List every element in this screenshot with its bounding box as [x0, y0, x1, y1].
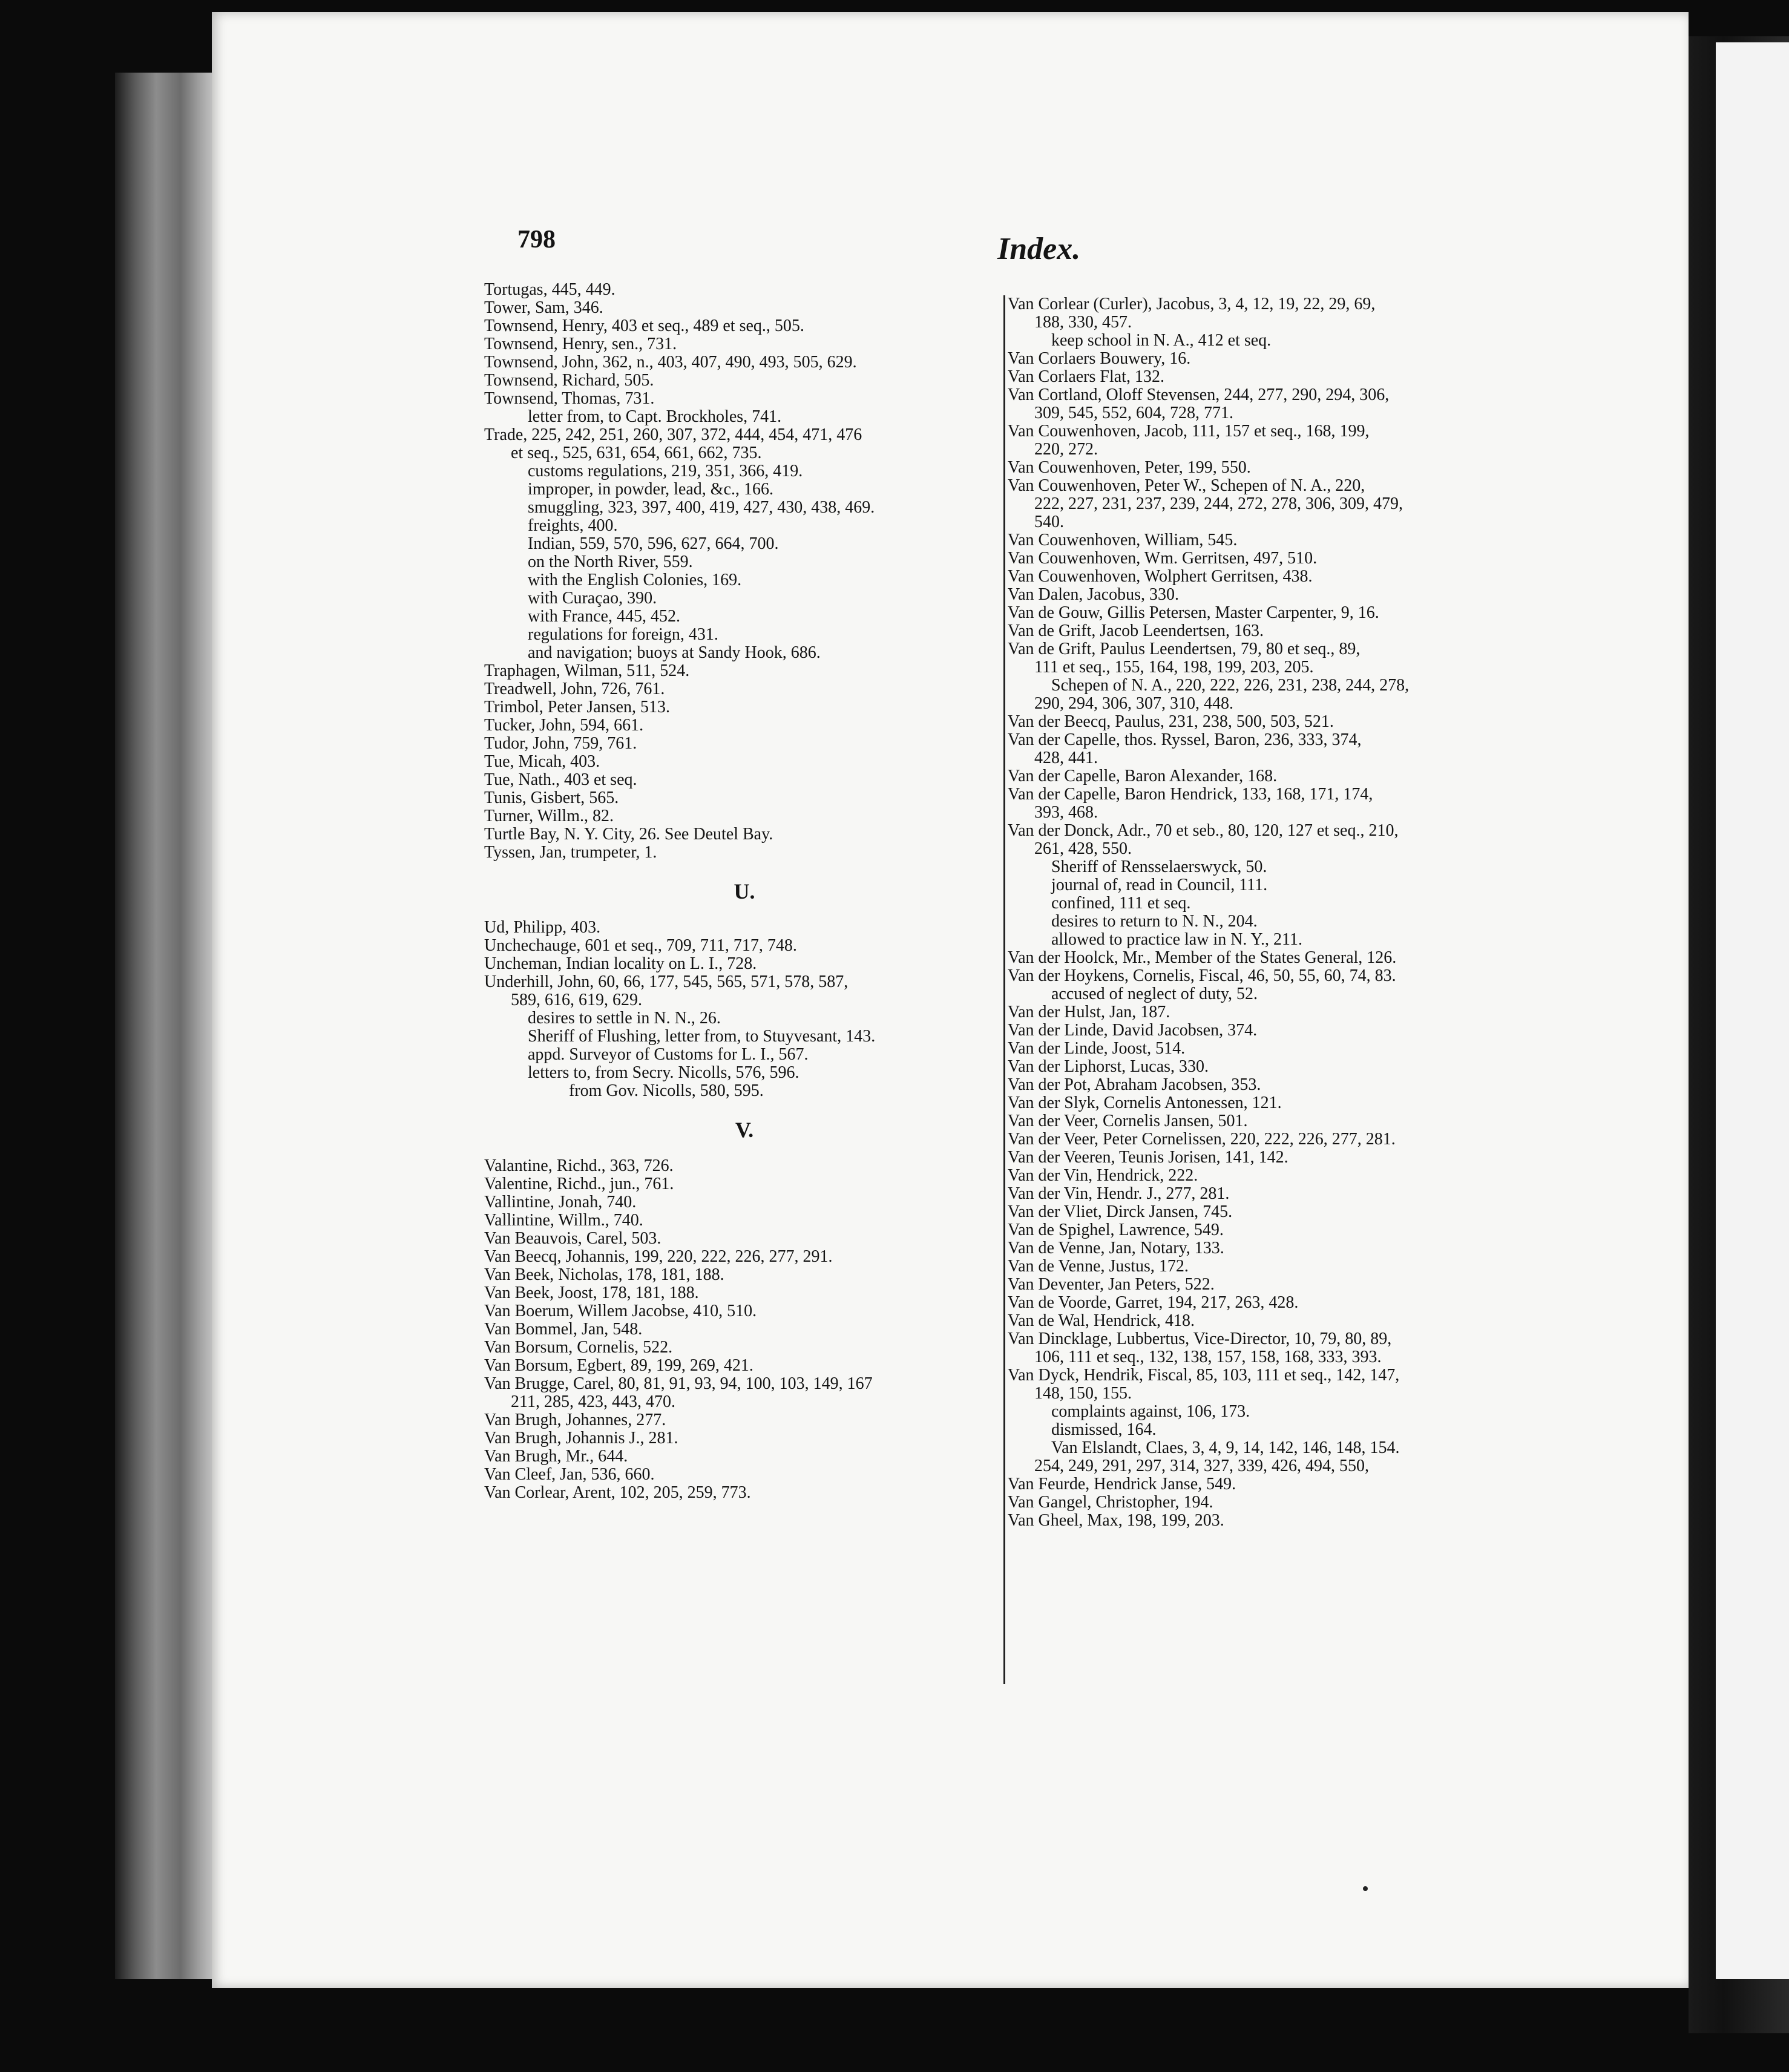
- index-subentry: letter from, to Capt. Brockholes, 741.: [528, 407, 782, 426]
- section-letter-heading: V.: [735, 1118, 754, 1142]
- index-subentry: 148, 150, 155.: [1034, 1384, 1132, 1403]
- index-subentry: appd. Surveyor of Customs for L. I., 567.: [528, 1045, 809, 1064]
- index-subentry: Indian, 559, 570, 596, 627, 664, 700.: [528, 534, 779, 553]
- index-entry: Trade, 225, 242, 251, 260, 307, 372, 444, 454, 471, 476: [484, 425, 862, 444]
- index-entry: Van der Slyk, Cornelis Antonessen, 121.: [1008, 1093, 1282, 1112]
- index-subentry: 222, 227, 231, 237, 239, 244, 272, 278, 306, 309, 479,: [1034, 494, 1403, 513]
- index-entry: Van Bommel, Jan, 548.: [484, 1320, 643, 1339]
- index-entry: Van Beek, Joost, 178, 181, 188.: [484, 1284, 699, 1302]
- index-entry: Van Brugh, Johannis J., 281.: [484, 1429, 678, 1447]
- book-binding-left: [115, 73, 224, 1979]
- index-entry: Van Cleef, Jan, 536, 660.: [484, 1465, 655, 1484]
- index-subentry: improper, in powder, lead, &c., 166.: [528, 480, 773, 499]
- index-entry: Turtle Bay, N. Y. City, 26. See Deutel Bay.: [484, 825, 773, 844]
- index-entry: Van Gangel, Christopher, 194.: [1008, 1493, 1213, 1512]
- index-subentry: 106, 111 et seq., 132, 138, 157, 158, 168, 333, 393.: [1034, 1348, 1382, 1366]
- index-entry: Van de Grift, Jacob Leendertsen, 163.: [1008, 621, 1264, 640]
- index-subentry: 589, 616, 619, 629.: [511, 991, 642, 1009]
- index-entry: Van de Voorde, Garret, 194, 217, 263, 428.: [1008, 1293, 1299, 1312]
- index-subentry: and navigation; buoys at Sandy Hook, 686.: [528, 643, 821, 662]
- index-entry: Van der Beecq, Paulus, 231, 238, 500, 503, 521.: [1008, 712, 1334, 731]
- index-entry: Townsend, Thomas, 731.: [484, 389, 655, 408]
- index-subentry: 211, 285, 423, 443, 470.: [511, 1392, 675, 1411]
- section-letter-heading: U.: [734, 879, 755, 903]
- index-entry: Van der Vliet, Dirck Jansen, 745.: [1008, 1202, 1233, 1221]
- index-subentry: Sheriff of Rensselaerswyck, 50.: [1051, 857, 1267, 876]
- index-entry: Valentine, Richd., jun., 761.: [484, 1175, 674, 1193]
- index-entry: Van Brugh, Johannes, 277.: [484, 1411, 666, 1429]
- index-entry: Van der Hoykens, Cornelis, Fiscal, 46, 50, 55, 60, 74, 83.: [1008, 966, 1396, 985]
- index-subentry: et seq., 525, 631, 654, 661, 662, 735.: [511, 444, 762, 462]
- index-entry: Van de Wal, Hendrick, 418.: [1008, 1311, 1195, 1330]
- index-entry: Van Deventer, Jan Peters, 522.: [1008, 1275, 1215, 1294]
- index-subentry: allowed to practice law in N. Y., 211.: [1051, 930, 1302, 949]
- index-entry: Ud, Philipp, 403.: [484, 918, 601, 937]
- index-entry: Townsend, Henry, sen., 731.: [484, 335, 677, 353]
- index-subentry: 428, 441.: [1034, 749, 1098, 767]
- index-subentry: keep school in N. A., 412 et seq.: [1051, 331, 1272, 350]
- index-entry: Tucker, John, 594, 661.: [484, 716, 644, 735]
- index-entry: Van Cortland, Oloff Stevensen, 244, 277, 290, 294, 306,: [1008, 385, 1390, 404]
- index-entry: Van Corlaers Flat, 132.: [1008, 367, 1164, 386]
- index-entry: Van Dalen, Jacobus, 330.: [1008, 585, 1180, 604]
- index-subentry: Sheriff of Flushing, letter from, to Stuyvesant, 143.: [528, 1027, 876, 1046]
- index-subentry: regulations for foreign, 431.: [528, 625, 718, 644]
- index-entry: Vallintine, Jonah, 740.: [484, 1193, 637, 1211]
- index-subentry: confined, 111 et seq.: [1051, 894, 1191, 913]
- index-subentry: smuggling, 323, 397, 400, 419, 427, 430, 438, 469.: [528, 498, 875, 517]
- index-subentry: from Gov. Nicolls, 580, 595.: [569, 1081, 764, 1100]
- index-entry: Van Couwenhoven, Peter W., Schepen of N. A., 220,: [1008, 476, 1365, 495]
- index-entry: Van der Hulst, Jan, 187.: [1008, 1003, 1170, 1021]
- ink-speck: [1363, 1886, 1368, 1891]
- index-entry: Van Borsum, Cornelis, 522.: [484, 1338, 673, 1357]
- index-entry: Van der Capelle, Baron Alexander, 168.: [1008, 767, 1278, 785]
- index-entry: Underhill, John, 60, 66, 177, 545, 565, 571, 578, 587,: [484, 972, 849, 991]
- page-number: 798: [517, 226, 556, 254]
- index-subentry: 111 et seq., 155, 164, 198, 199, 203, 205.: [1034, 658, 1314, 677]
- index-subentry: 393, 468.: [1034, 803, 1098, 822]
- index-entry: Van Couwenhoven, Peter, 199, 550.: [1008, 458, 1251, 477]
- index-entry: Tyssen, Jan, trumpeter, 1.: [484, 843, 657, 862]
- index-subentry: accused of neglect of duty, 52.: [1051, 985, 1258, 1003]
- index-entry: Van Beek, Nicholas, 178, 181, 188.: [484, 1265, 724, 1284]
- running-head: Index.: [997, 232, 1081, 266]
- adjacent-page-edge: [1716, 42, 1789, 1979]
- index-entry: Tue, Nath., 403 et seq.: [484, 770, 637, 789]
- index-entry: Traphagen, Wilman, 511, 524.: [484, 661, 690, 680]
- index-entry: Van Feurde, Hendrick Janse, 549.: [1008, 1475, 1236, 1493]
- index-entry: Townsend, John, 362, n., 403, 407, 490, 493, 505, 629.: [484, 353, 857, 372]
- index-entry: Van Couwenhoven, William, 545.: [1008, 531, 1238, 549]
- index-entry: Van der Liphorst, Lucas, 330.: [1008, 1057, 1209, 1076]
- index-entry: Van Couwenhoven, Wolphert Gerritsen, 438.: [1008, 567, 1313, 586]
- index-entry: Van der Veeren, Teunis Jorisen, 141, 142.: [1008, 1148, 1288, 1167]
- index-entry: Van der Pot, Abraham Jacobsen, 353.: [1008, 1075, 1261, 1094]
- index-subentry: journal of, read in Council, 111.: [1051, 876, 1268, 894]
- index-subentry: 261, 428, 550.: [1034, 839, 1132, 858]
- index-entry: Van der Vin, Hendrick, 222.: [1008, 1166, 1198, 1185]
- index-subentry: desires to settle in N. N., 26.: [528, 1009, 721, 1028]
- index-entry: Van der Capelle, Baron Hendrick, 133, 168, 171, 174,: [1008, 785, 1373, 804]
- index-entry: Vallintine, Willm., 740.: [484, 1211, 643, 1230]
- index-entry: Van Corlear, Arent, 102, 205, 259, 773.: [484, 1483, 751, 1502]
- index-entry: Tue, Micah, 403.: [484, 752, 600, 771]
- index-entry: Valantine, Richd., 363, 726.: [484, 1156, 674, 1175]
- index-subentry: 290, 294, 306, 307, 310, 448.: [1034, 694, 1233, 713]
- index-entry: Van de Gouw, Gillis Petersen, Master Carpenter, 9, 16.: [1008, 603, 1379, 622]
- index-entry: Trimbol, Peter Jansen, 513.: [484, 698, 670, 716]
- index-entry: Van Borsum, Egbert, 89, 199, 269, 421.: [484, 1356, 753, 1375]
- index-subentry: letters to, from Secry. Nicolls, 576, 596.: [528, 1063, 799, 1082]
- index-entry: Van Dyck, Hendrik, Fiscal, 85, 103, 111 et seq., 142, 147,: [1008, 1366, 1400, 1385]
- index-entry: Van der Linde, Joost, 514.: [1008, 1039, 1186, 1058]
- index-entry: Van de Spighel, Lawrence, 549.: [1008, 1221, 1224, 1239]
- index-subentry: with France, 445, 452.: [528, 607, 680, 626]
- index-column-right: [1008, 295, 1552, 1530]
- index-subentry: customs regulations, 219, 351, 366, 419.: [528, 462, 803, 480]
- index-entry: Van der Capelle, thos. Ryssel, Baron, 236, 333, 374,: [1008, 730, 1362, 749]
- index-entry: Van Brugh, Mr., 644.: [484, 1447, 628, 1466]
- index-entry: Tortugas, 445, 449.: [484, 280, 615, 299]
- index-entry: Van de Grift, Paulus Leendertsen, 79, 80 et seq., 89,: [1008, 640, 1361, 658]
- index-subentry: with the English Colonies, 169.: [528, 571, 742, 589]
- index-entry: Van Beecq, Johannis, 199, 220, 222, 226, 277, 291.: [484, 1247, 833, 1266]
- index-entry: Van Couwenhoven, Wm. Gerritsen, 497, 510.: [1008, 549, 1318, 568]
- index-entry: Treadwell, John, 726, 761.: [484, 680, 665, 698]
- index-entry: Van Beauvois, Carel, 503.: [484, 1229, 661, 1248]
- index-entry: Van Corlear (Curler), Jacobus, 3, 4, 12, 19, 22, 29, 69,: [1008, 295, 1376, 313]
- index-entry: Van der Veer, Peter Cornelissen, 220, 222, 226, 277, 281.: [1008, 1130, 1396, 1149]
- index-entry: Van der Hoolck, Mr., Member of the States General, 126.: [1008, 948, 1397, 967]
- index-subentry: 254, 249, 291, 297, 314, 327, 339, 426, 494, 550,: [1034, 1457, 1369, 1475]
- index-subentry: 188, 330, 457.: [1034, 313, 1132, 332]
- index-entry: Tower, Sam, 346.: [484, 298, 603, 317]
- index-entry: Unchechauge, 601 et seq., 709, 711, 717, 748.: [484, 936, 797, 955]
- index-subentry: Schepen of N. A., 220, 222, 226, 231, 238, 244, 278,: [1051, 676, 1410, 695]
- index-entry: Van der Donck, Adr., 70 et seb., 80, 120, 127 et seq., 210,: [1008, 821, 1399, 840]
- index-entry: Van Boerum, Willem Jacobse, 410, 510.: [484, 1302, 757, 1320]
- index-entry: Van der Vin, Hendr. J., 277, 281.: [1008, 1184, 1230, 1203]
- index-subentry: 540.: [1034, 513, 1064, 531]
- index-subentry: Van Elslandt, Claes, 3, 4, 9, 14, 142, 146, 148, 154.: [1051, 1438, 1400, 1457]
- index-entry: Van Gheel, Max, 198, 199, 203.: [1008, 1511, 1224, 1530]
- index-entry: Van Brugge, Carel, 80, 81, 91, 93, 94, 100, 103, 149, 167: [484, 1374, 873, 1393]
- index-subentry: 220, 272.: [1034, 440, 1098, 459]
- index-entry: Van Couwenhoven, Jacob, 111, 157 et seq., 168, 199,: [1008, 422, 1370, 441]
- index-entry: Van der Veer, Cornelis Jansen, 501.: [1008, 1112, 1248, 1130]
- index-entry: Townsend, Richard, 505.: [484, 371, 654, 390]
- index-entry: Van de Venne, Jan, Notary, 133.: [1008, 1239, 1224, 1257]
- index-entry: Tunis, Gisbert, 565.: [484, 788, 619, 807]
- index-entry: Van Corlaers Bouwery, 16.: [1008, 349, 1191, 368]
- index-subentry: desires to return to N. N., 204.: [1051, 912, 1258, 931]
- index-subentry: dismissed, 164.: [1051, 1420, 1157, 1439]
- column-rule: [1003, 295, 1005, 1684]
- index-entry: Uncheman, Indian locality on L. I., 728.: [484, 954, 757, 973]
- index-entry: Turner, Willm., 82.: [484, 807, 614, 825]
- index-entry: Van der Linde, David Jacobsen, 374.: [1008, 1021, 1258, 1040]
- index-subentry: complaints against, 106, 173.: [1051, 1402, 1250, 1421]
- index-subentry: 309, 545, 552, 604, 728, 771.: [1034, 404, 1233, 422]
- index-entry: Tudor, John, 759, 761.: [484, 734, 637, 753]
- index-entry: Van Dincklage, Lubbertus, Vice-Director, 10, 79, 80, 89,: [1008, 1329, 1392, 1348]
- index-entry: Van de Venne, Justus, 172.: [1008, 1257, 1189, 1276]
- index-subentry: freights, 400.: [528, 516, 618, 535]
- index-entry: Townsend, Henry, 403 et seq., 489 et seq., 505.: [484, 316, 804, 335]
- index-subentry: on the North River, 559.: [528, 552, 693, 571]
- index-column-left: [484, 281, 1005, 1502]
- index-subentry: with Curaçao, 390.: [528, 589, 657, 608]
